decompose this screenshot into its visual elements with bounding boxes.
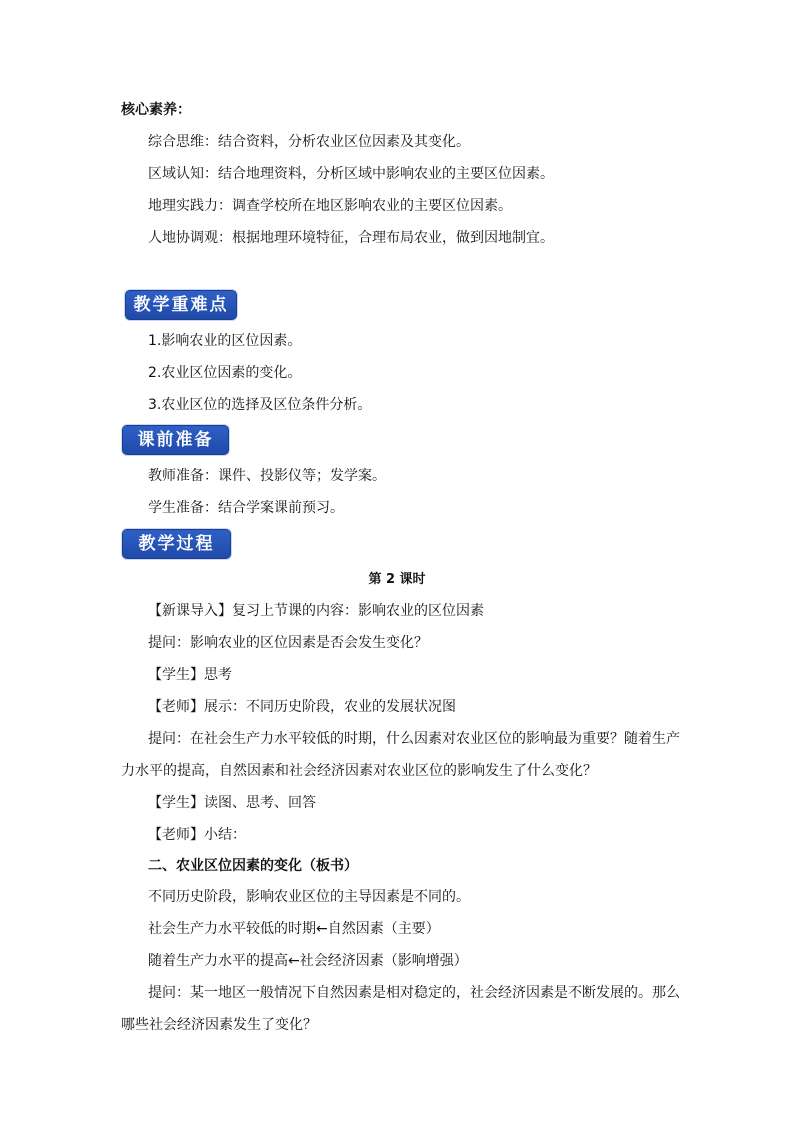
process-line: 不同历史阶段，影响农业区位的主导因素是不同的。 <box>148 889 470 905</box>
core-heading: 核心素养： <box>121 102 191 118</box>
prep-badge: 课前准备 <box>122 425 229 455</box>
core-item-thinking: 综合思维：结合资料，分析农业区位因素及其变化。 <box>148 134 470 150</box>
process-line: 【学生】思考 <box>148 667 232 683</box>
prep-student: 学生准备：结合学案课前预习。 <box>148 500 344 516</box>
core-item-regional: 区域认知：结合地理资料，分析区域中影响农业的主要区位因素。 <box>148 166 554 182</box>
process-badge: 教学过程 <box>122 529 231 559</box>
process-line: 力水平的提高，自然因素和社会经济因素对农业区位的影响发生了什么变化？ <box>121 763 597 779</box>
core-item-harmony: 人地协调观：根据地理环境特征，合理布局农业，做到因地制宜。 <box>148 230 554 246</box>
prep-teacher: 教师准备：课件、投影仪等；发学案。 <box>148 468 386 484</box>
process-line: 提问：在社会生产力水平较低的时期，什么因素对农业区位的影响最为重要？随着生产 <box>148 731 680 747</box>
process-line: 【老师】小结： <box>148 827 246 843</box>
process-line: 【学生】读图、思考、回答 <box>148 795 316 811</box>
lesson-title: 第 2 课时 <box>368 572 426 587</box>
key-points-badge: 教学重难点 <box>125 290 237 320</box>
key-point-3: 3.农业区位的选择及区位条件分析。 <box>148 397 372 413</box>
process-line: 社会生产力水平较低的时期←自然因素（主要） <box>148 921 440 937</box>
process-line: 提问：影响农业的区位因素是否会发生变化？ <box>148 635 428 651</box>
process-line: 提问：某一地区一般情况下自然因素是相对稳定的，社会经济因素是不断发展的。那么 <box>148 985 680 1001</box>
core-item-practice: 地理实践力：调查学校所在地区影响农业的主要区位因素。 <box>148 198 512 214</box>
process-line: 【新课导入】复习上节课的内容：影响农业的区位因素 <box>148 603 484 619</box>
section-heading: 二、农业区位因素的变化（板书） <box>148 858 358 874</box>
key-point-1: 1.影响农业的区位因素。 <box>148 333 302 349</box>
process-line: 【老师】展示：不同历史阶段，农业的发展状况图 <box>148 699 456 715</box>
key-point-2: 2.农业区位因素的变化。 <box>148 365 302 381</box>
process-line: 哪些社会经济因素发生了变化？ <box>121 1017 317 1033</box>
process-line: 随着生产力水平的提高←社会经济因素（影响增强） <box>148 953 468 969</box>
